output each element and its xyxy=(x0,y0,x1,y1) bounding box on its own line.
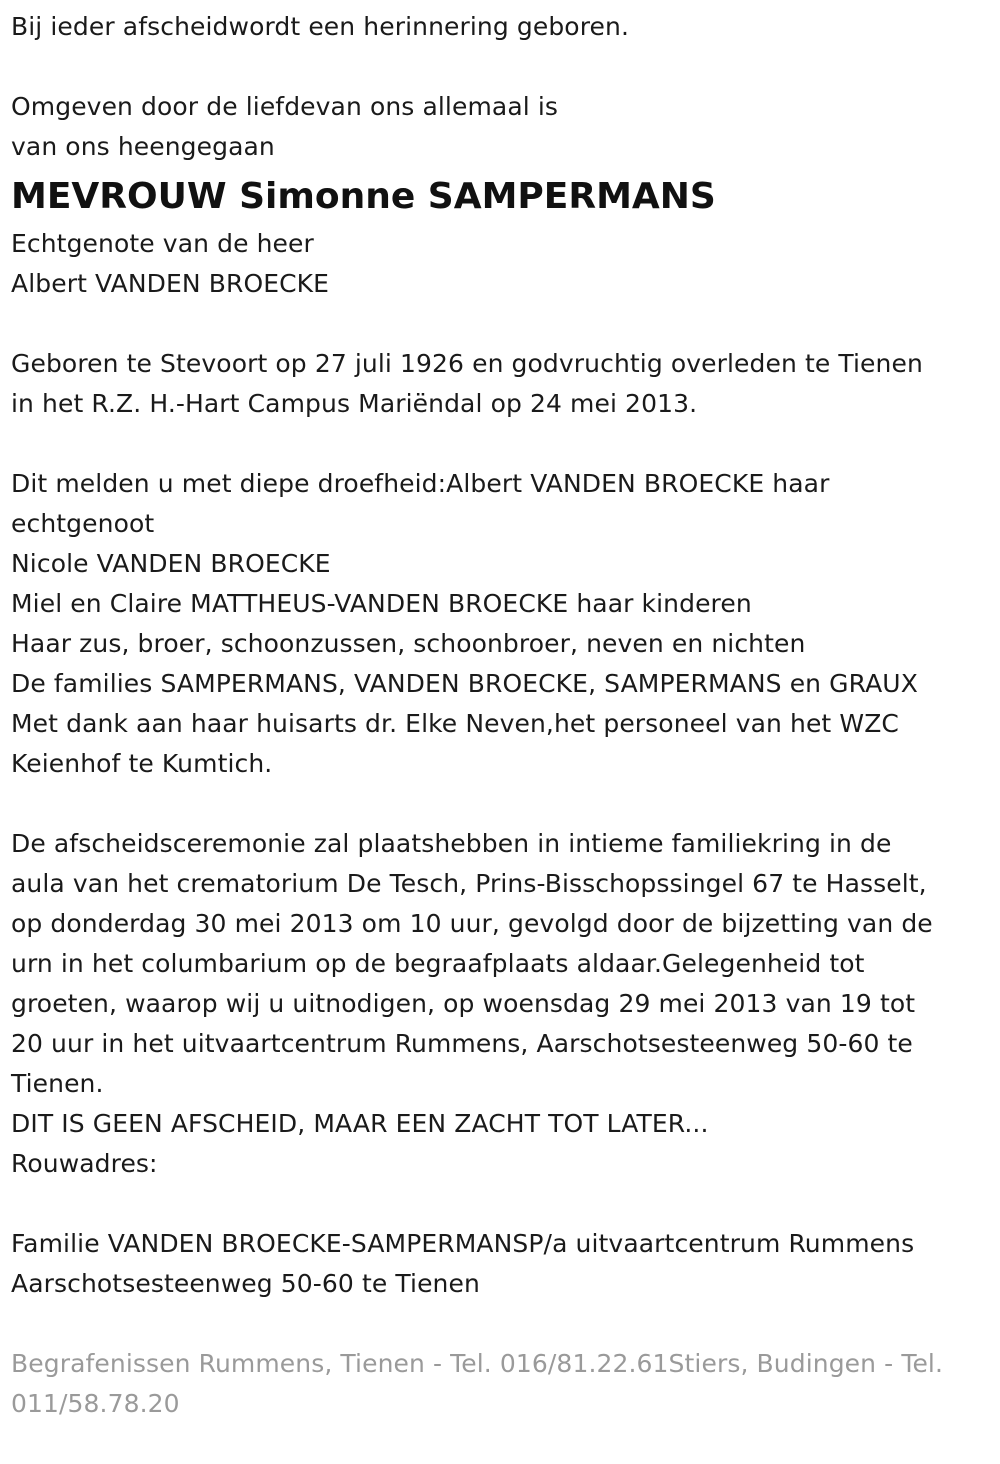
intro-line: Omgeven door de liefdevan ons allemaal is xyxy=(11,92,559,121)
deceased-name-block xyxy=(11,167,986,224)
family-line: Met dank aan haar huisarts dr. Elke Neven,het personeel van het WZC xyxy=(11,709,899,738)
funeral-home-footer: Begrafenissen Rummens, Tienen - Tel. 016/81.22.61Stiers, Budingen - Tel. xyxy=(11,1349,944,1378)
mourning-address-label: Rouwadres: xyxy=(11,1149,158,1178)
family-line: Keienhof te Kumtich. xyxy=(11,749,273,778)
ceremony-line: 20 uur in het uitvaartcentrum Rummens, Aarschotsesteenweg 50-60 te xyxy=(11,1029,913,1058)
spacer xyxy=(11,304,986,344)
family-line: Dit melden u met diepe droefheid:Albert VANDEN BROECKE haar xyxy=(11,469,830,498)
address-line: Familie VANDEN BROECKE-SAMPERMANSP/a uitvaartcentrum Rummens xyxy=(11,1229,915,1258)
family-line: echtgenoot xyxy=(11,509,155,538)
closing-phrase: DIT IS GEEN AFSCHEID, MAAR EEN ZACHT TOT LATER... xyxy=(11,1109,709,1138)
intro-line: van ons heengegaan xyxy=(11,132,275,161)
ceremony-line: op donderdag 30 mei 2013 om 10 uur, gevolgd door de bijzetting van de xyxy=(11,909,933,938)
ceremony-line: aula van het crematorium De Tesch, Prins-Bisschopssingel 67 te Hasselt, xyxy=(11,869,927,898)
birth-death-line: in het R.Z. H.-Hart Campus Mariëndal op 24 mei 2013. xyxy=(11,389,698,418)
address-line: Aarschotsesteenweg 50-60 te Tienen xyxy=(11,1269,480,1298)
family-line: Nicole VANDEN BROECKE xyxy=(11,549,331,578)
ceremony-line: De afscheidsceremonie zal plaatshebben in intieme familiekring in de xyxy=(11,829,892,858)
obituary-notice xyxy=(11,7,986,1424)
birth-death-line: Geboren te Stevoort op 27 juli 1926 en godvruchtig overleden te Tienen xyxy=(11,349,923,378)
family-line: De families SAMPERMANS, VANDEN BROECKE, SAMPERMANS en GRAUX xyxy=(11,669,918,698)
spacer xyxy=(11,1304,986,1344)
spouse-name: Albert VANDEN BROECKE xyxy=(11,269,330,298)
ceremony-line: groeten, waarop wij u uitnodigen, op woensdag 29 mei 2013 van 19 tot xyxy=(11,989,916,1018)
intro-quote: Bij ieder afscheidwordt een herinnering geboren. xyxy=(11,12,629,41)
family-line: Miel en Claire MATTHEUS-VANDEN BROECKE haar kinderen xyxy=(11,589,752,618)
spacer xyxy=(11,424,986,464)
spouse-line: Echtgenote van de heer xyxy=(11,229,314,258)
spacer xyxy=(11,1184,986,1224)
spacer xyxy=(11,47,986,87)
funeral-home-footer: 011/58.78.20 xyxy=(11,1389,180,1418)
ceremony-line: Tienen. xyxy=(11,1069,104,1098)
spacer xyxy=(11,784,986,824)
deceased-name: MEVROUW Simonne SAMPERMANS xyxy=(11,176,716,217)
family-line: Haar zus, broer, schoonzussen, schoonbroer, neven en nichten xyxy=(11,629,806,658)
ceremony-line: urn in het columbarium op de begraafplaats aldaar.Gelegenheid tot xyxy=(11,949,865,978)
